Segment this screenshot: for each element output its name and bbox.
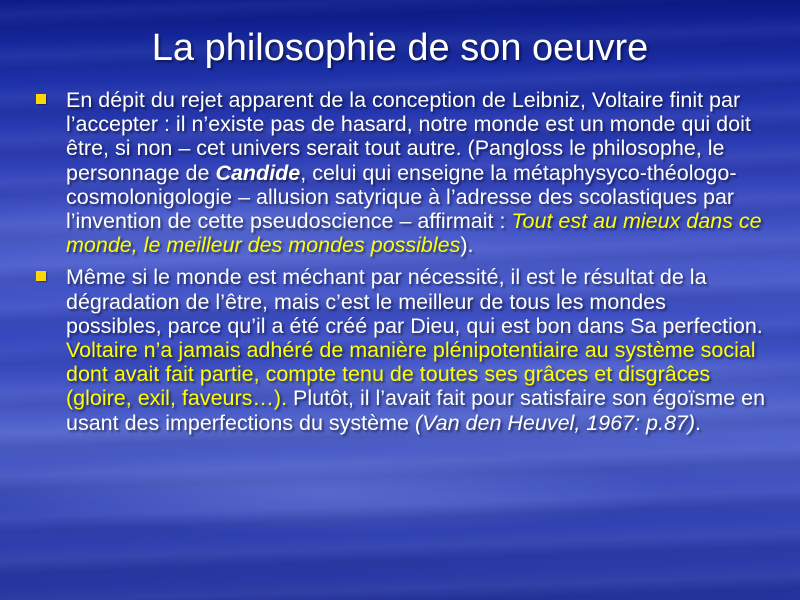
bullet-1-text-part-1: En dépit du rejet apparent de la conception de Leibniz, Voltaire finit par l’accepter : il n’existe pas de hasard, notre monde est un monde qui doit être, si non – cet univers serait tout autre. (Pangloss le philosophe, le personnage de — [66, 88, 751, 185]
square-bullet-icon — [36, 94, 46, 104]
bullet-item-leibniz — [36, 88, 766, 257]
bullet-2-citation: (Van den Heuvel, 1967: p.87) — [414, 410, 696, 435]
bullet-list — [36, 88, 766, 443]
slide-title: La philosophie de son oeuvre — [151, 27, 649, 69]
bullet-1-text-part-3: ). — [460, 233, 474, 258]
bullet-2-text-part-2: Plutôt, il l’avait fait pour satisfaire son égoïsme en usant des imperfections du système — [66, 386, 766, 435]
bullet-2-text-part-1: Même si le monde est méchant par nécessité, il est le résultat de la dégradation de l’être, mais c’est le meilleur de tous les mondes possibles, parce qu’il a été créé par Dieu, qui est bon dans Sa perfection. — [66, 265, 763, 338]
bullet-2-text-part-3: . — [695, 410, 702, 435]
bullet-1-quote: Tout est au mieux dans ce monde, le meilleur des mondes possibles — [66, 209, 762, 258]
bullet-1-work-title: Candide — [215, 160, 301, 185]
bullet-1-text-part-2: , celui qui enseigne la métaphysyco-théologo-cosmolonigologie – allusion satyrique à l’adresse des scolastiques par l’invention de cette pseudoscience – affirmait : — [66, 160, 737, 234]
bullet-2-highlight: Voltaire n’a jamais adhéré de manière plénipotentiaire au système social dont avait fait partie, compte tenu de toutes ses grâces et disgrâces (gloire, exil, faveurs…). — [66, 338, 756, 411]
bullet-item-monde — [36, 265, 766, 434]
square-bullet-icon — [36, 271, 46, 281]
